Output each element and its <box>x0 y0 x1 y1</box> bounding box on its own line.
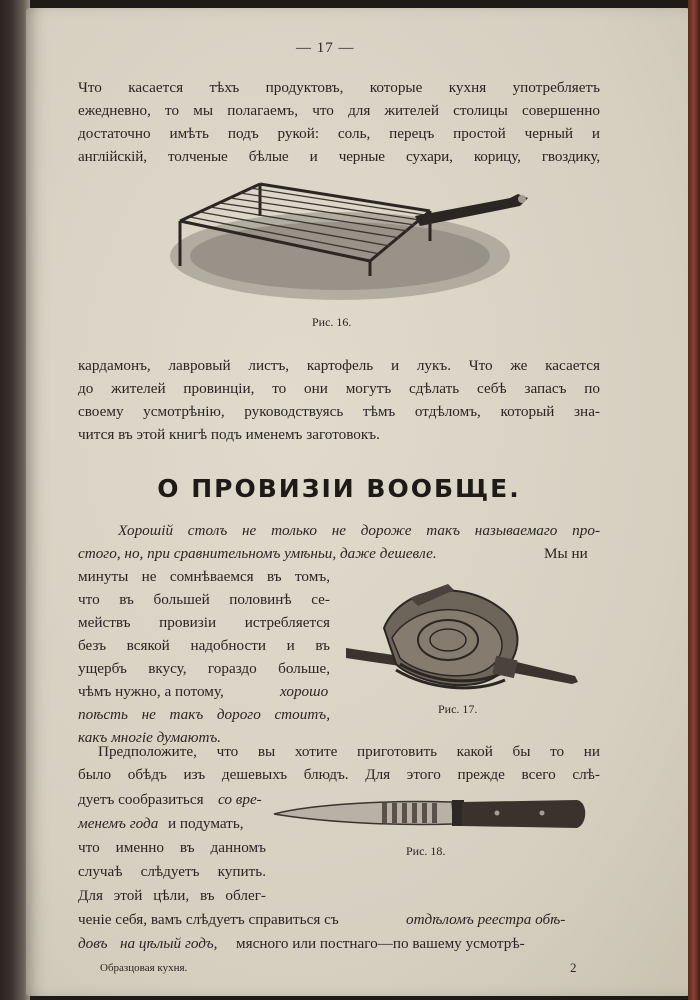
text-line: мействъ провизіи истребляется <box>78 614 330 631</box>
text-line: какъ многіе думаютъ. <box>78 729 222 746</box>
text-line: ежедневно, то мы полагаемъ, что для жителей столицы совершенно <box>78 102 600 119</box>
text-line: своему усмотрѣнію, руководствуясь тѣмъ отдѣломъ, который зна- <box>78 403 600 420</box>
text-line: Мы ни <box>544 545 588 562</box>
page-number: — 17 — <box>296 40 355 56</box>
text-line: что въ большей половинѣ се- <box>78 591 330 608</box>
text-line: англійскій, толченые бѣлые и черные сухари, корицу, гвоздику, <box>78 148 600 165</box>
text-line: Что касается тѣхъ продуктовъ, которые кухня употребляетъ <box>78 79 600 96</box>
text-line: со вре- <box>218 791 262 808</box>
text-line: достаточно имѣть подъ рукой: соль, перецъ простой черный и <box>78 125 600 142</box>
figure-caption: Рис. 16. <box>312 315 352 329</box>
text-line: ченіе себя, вамъ слѣдуетъ справиться съ <box>78 911 339 928</box>
sheet-number: 2 <box>570 960 577 975</box>
text-line: случаѣ слѣдуетъ купить. <box>78 863 266 880</box>
text-line: чѣмъ нужно, а потому, <box>78 683 224 700</box>
text-line: стого, но, при сравнительномъ умѣньи, даже дешевле. <box>78 545 437 562</box>
section-heading: О ПРОВИЗІИ ВООБЩЕ. <box>157 474 521 503</box>
text-line: ущербъ вкусу, гораздо больше, <box>78 660 330 677</box>
text-line: до жителей провинціи, то они могутъ сдѣлать себѣ запасъ по <box>78 380 600 397</box>
text-line: довъ <box>78 935 108 952</box>
text-line: поѣсть не такъ дорого стоитъ, <box>78 706 330 723</box>
text-line: безъ всякой надобности и въ <box>78 637 330 654</box>
text-line: чится въ этой книгѣ подъ именемъ заготовокъ. <box>78 426 380 443</box>
text-line: минуты не сомнѣваемся въ томъ, <box>78 568 330 585</box>
text-line: на цѣлый годъ, <box>120 935 218 952</box>
knife-icon <box>272 796 590 836</box>
text-line: хорошо <box>280 683 329 700</box>
text-line: и подумать, <box>168 815 244 832</box>
text-line: мясного или постнаго—по вашему усмотрѣ- <box>236 935 525 952</box>
text-line: кардамонъ, лавровый листъ, картофель и лукъ. Что же касается <box>78 357 600 374</box>
figure-caption: Рис. 17. <box>438 702 478 716</box>
figure-caption: Рис. 18. <box>406 844 446 858</box>
text-line: менемъ года <box>78 815 159 832</box>
book-edge <box>688 0 700 1000</box>
footer-signature: Образцовая кухня. <box>100 962 188 974</box>
text-line: Хорошій столъ не только не дороже такъ называемаго про- <box>118 522 600 539</box>
text-line: Предположите, что вы хотите приготовить какой бы то ни <box>98 743 600 760</box>
gridiron-icon <box>160 176 540 306</box>
text-line: отдѣломъ реестра обѣ- <box>406 911 566 928</box>
text-line: дуетъ сообразиться <box>78 791 204 808</box>
text-line: было обѣдъ изъ дешевыхъ блюдъ. Для этого прежде всего слѣ- <box>78 766 600 783</box>
text-line: Для этой цѣли, въ облег- <box>78 887 266 904</box>
bellows-icon <box>340 578 585 693</box>
text-line: что именно въ данномъ <box>78 839 266 856</box>
